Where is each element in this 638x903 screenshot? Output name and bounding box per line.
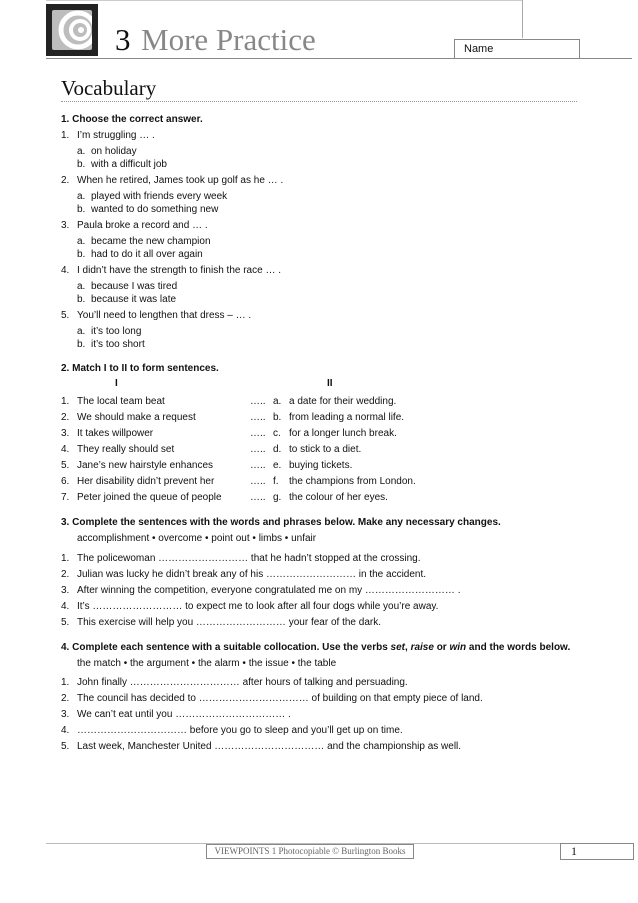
ex4-item-text: We can’t eat until you …………………………… .: [77, 709, 291, 720]
ex3-item-text: After winning the competition, everyone congratulated me on my ……………………… .: [77, 585, 461, 596]
header-rule: [46, 58, 632, 59]
ex3-item-text: The policewoman ……………………… that he hadn’t stopped at the crossing.: [77, 553, 421, 564]
ex2-answer-blank: …..: [250, 460, 266, 471]
section-rule: [61, 101, 577, 102]
ex2-right-letter: a.: [273, 396, 282, 407]
ex2-col1-heading: I: [115, 378, 118, 389]
ex2-left-number: 4.: [61, 444, 70, 455]
ex3-item-number: 2.: [61, 569, 70, 580]
ex2-left-number: 3.: [61, 428, 70, 439]
header-divider: [522, 0, 523, 38]
ex2-left-text: The local team beat: [77, 396, 165, 407]
header-top-rule: [46, 0, 522, 1]
ex1-option-b: wanted to do something new: [91, 204, 219, 215]
ex2-right-letter: d.: [273, 444, 282, 455]
ex1-item-stem: You’ll need to lengthen that dress – … .: [77, 310, 252, 321]
ex4-title-part2: and the words below.: [466, 642, 571, 653]
ex2-right-text: from leading a normal life.: [289, 412, 405, 423]
ex2-answer-blank: …..: [250, 492, 266, 503]
ex4-word-bank: the match • the argument • the alarm • the issue • the table: [77, 658, 337, 669]
ex4-verb-set: set: [390, 642, 405, 653]
ex2-right-text: the colour of her eyes.: [289, 492, 388, 503]
ex2-left-number: 7.: [61, 492, 70, 503]
ex4-verb-raise: raise: [410, 642, 434, 653]
ex1-option-label: b.: [77, 294, 86, 305]
ex3-item-number: 5.: [61, 617, 70, 628]
ex1-option-b: had to do it all over again: [91, 249, 203, 260]
ex2-answer-blank: …..: [250, 428, 266, 439]
ex2-right-text: a date for their wedding.: [289, 396, 397, 407]
ex1-item-number: 3.: [61, 220, 70, 231]
ex2-answer-blank: …..: [250, 444, 266, 455]
ex4-title-sep1: ,: [405, 642, 411, 653]
ex1-option-label: a.: [77, 326, 86, 337]
ex2-right-text: for a longer lunch break.: [289, 428, 397, 439]
page-number-box: [560, 843, 634, 860]
ex1-option-label: b.: [77, 339, 86, 350]
ex1-option-label: b.: [77, 159, 86, 170]
ex3-word-bank: accomplishment • overcome • point out • limbs • unfair: [77, 533, 317, 544]
ex4-verb-win: win: [449, 642, 467, 653]
ex2-left-number: 2.: [61, 412, 70, 423]
ex1-item-stem: Paula broke a record and … .: [77, 220, 208, 231]
ex1-item-stem: I didn’t have the strength to finish the race … .: [77, 265, 282, 276]
ex1-item-stem: When he retired, James took up golf as he … .: [77, 175, 284, 186]
ex2-left-number: 1.: [61, 396, 70, 407]
ex3-item-number: 3.: [61, 585, 70, 596]
ex1-option-a: on holiday: [91, 146, 137, 157]
swirl-icon: [52, 10, 92, 50]
ex2-right-letter: g.: [273, 492, 282, 503]
name-label: Name: [464, 43, 494, 55]
ex2-right-letter: f.: [273, 476, 279, 487]
ex2-left-text: It takes willpower: [77, 428, 154, 439]
page-number: 1: [571, 844, 577, 858]
ex1-option-label: a.: [77, 191, 86, 202]
ex1-item-number: 4.: [61, 265, 70, 276]
ex1-option-b: with a difficult job: [91, 159, 167, 170]
ex2-answer-blank: …..: [250, 476, 266, 487]
ex2-left-text: Peter joined the queue of people: [77, 492, 222, 503]
unit-number: 3: [115, 22, 131, 57]
ex3-item-text: This exercise will help you ……………………… your fear of the dark.: [77, 617, 381, 628]
ex2-right-letter: e.: [273, 460, 282, 471]
ex1-item-number: 5.: [61, 310, 70, 321]
ex1-option-label: a.: [77, 236, 86, 247]
ex3-item-number: 1.: [61, 553, 70, 564]
ex1-option-label: a.: [77, 146, 86, 157]
ex4-item-number: 4.: [61, 725, 70, 736]
footer-credit: VIEWPOINTS 1 Photocopiable © Burlington Books: [206, 844, 414, 859]
ex1-item-number: 1.: [61, 130, 70, 141]
ex4-title-part1: 4. Complete each sentence with a suitable collocation. Use the verbs: [61, 642, 391, 653]
ex1-option-label: b.: [77, 204, 86, 215]
ex2-answer-blank: …..: [250, 396, 266, 407]
ex1-option-label: b.: [77, 249, 86, 260]
ex4-item-text: John finally …………………………… after hours of talking and persuading.: [77, 677, 408, 688]
ex2-left-text: We should make a request: [77, 412, 196, 423]
ex2-right-text: buying tickets.: [289, 460, 353, 471]
ex4-item-number: 3.: [61, 709, 70, 720]
ex2-left-text: Jane’s new hairstyle enhances: [77, 460, 214, 471]
ex1-item-number: 2.: [61, 175, 70, 186]
ex2-col2-heading: II: [327, 378, 333, 389]
ex3-item-text: It’s ……………………… to expect me to look after all four dogs while you’re away.: [77, 601, 439, 612]
ex2-right-text: to stick to a diet.: [289, 444, 362, 455]
ex1-option-b: it’s too short: [91, 339, 145, 350]
ex4-title: [61, 642, 570, 654]
ex1-option-a: became the new champion: [91, 236, 211, 247]
ex2-right-text: the champions from London.: [289, 476, 416, 487]
ex2-left-text: They really should set: [77, 444, 175, 455]
ex3-item-text: Julian was lucky he didn’t break any of his ……………………… in the accident.: [77, 569, 427, 580]
ex1-option-label: a.: [77, 281, 86, 292]
ex3-title: 3. Complete the sentences with the words and phrases below. Make any necessary changes.: [61, 517, 501, 528]
section-title: Vocabulary: [61, 76, 157, 100]
ex1-option-a: because I was tired: [91, 281, 178, 292]
ex1-option-a: played with friends every week: [91, 191, 228, 202]
name-field[interactable]: [454, 39, 580, 59]
ex4-item-text: Last week, Manchester United …………………………… and the championship as well.: [77, 741, 462, 752]
ex4-item-text: …………………………… before you go to sleep and you’ll get up on time.: [77, 725, 403, 736]
ex1-option-a: it’s too long: [91, 326, 142, 337]
ex3-item-number: 4.: [61, 601, 70, 612]
ex2-right-letter: b.: [273, 412, 282, 423]
ex4-item-number: 1.: [61, 677, 70, 688]
ex1-title: 1. Choose the correct answer.: [61, 114, 203, 125]
ex2-title: 2. Match I to II to form sentences.: [61, 363, 219, 374]
unit-logo: [46, 4, 98, 56]
ex2-left-text: Her disability didn’t prevent her: [77, 476, 215, 487]
ex2-answer-blank: …..: [250, 412, 266, 423]
ex1-item-stem: I’m struggling … .: [77, 130, 155, 141]
ex2-right-letter: c.: [273, 428, 281, 439]
ex4-item-number: 2.: [61, 693, 70, 704]
ex4-item-number: 5.: [61, 741, 70, 752]
ex2-left-number: 6.: [61, 476, 70, 487]
ex4-item-text: The council has decided to …………………………… of building on that empty piece of land.: [77, 693, 483, 704]
ex1-option-b: because it was late: [91, 294, 177, 305]
ex2-left-number: 5.: [61, 460, 70, 471]
ex4-title-sep2: or: [433, 642, 450, 653]
page-title: More Practice: [141, 22, 316, 57]
